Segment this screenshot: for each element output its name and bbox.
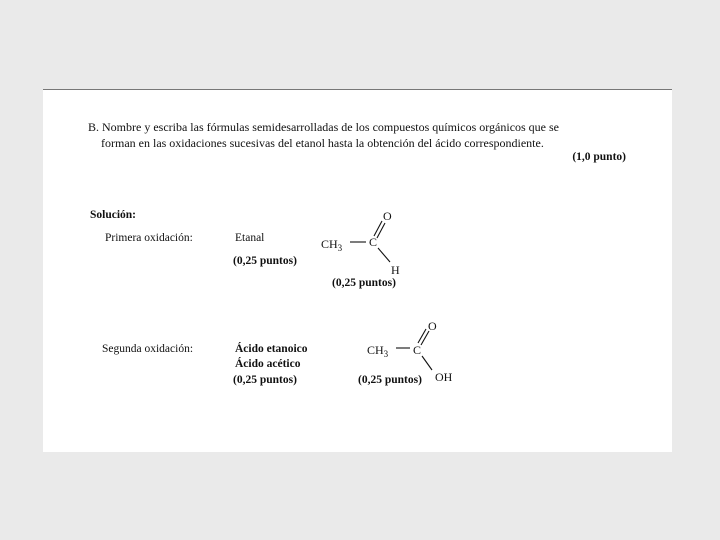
acid-double-bond-b	[421, 331, 429, 345]
first-oxidation-name-points: (0,25 puntos)	[233, 255, 297, 267]
second-oxidation-name-2: Ácido acético	[235, 358, 301, 370]
etanal-oxygen: O	[383, 209, 392, 223]
question-points: (1,0 punto)	[572, 151, 626, 163]
etanal-carbon: C	[369, 235, 378, 249]
acid-ch3: $CH_3$	[367, 343, 389, 359]
etanal-double-bond-a	[374, 221, 382, 236]
etanal-double-bond-b	[377, 223, 385, 238]
etanal-structure-points: (0,25 puntos)	[332, 277, 396, 289]
first-oxidation-name: Etanal	[235, 232, 265, 244]
document-page	[43, 89, 672, 452]
acid-double-bond-a	[418, 329, 426, 343]
etanal-structure	[319, 208, 429, 280]
second-oxidation-name-1: Ácido etanoico	[235, 343, 308, 355]
acid-carbon: C	[413, 343, 422, 357]
first-oxidation-label: Primera oxidación:	[105, 232, 193, 244]
etanal-ch3: $CH_3$	[321, 237, 343, 253]
acid-hydroxyl: OH	[435, 370, 453, 384]
acid-c-oh-bond	[422, 356, 432, 370]
acid-structure-points: (0,25 puntos)	[358, 374, 422, 386]
question-line-1: B. Nombre y escriba las fórmulas semidesarrolladas de los compuestos químicos orgánicos que se	[88, 120, 560, 134]
acid-oxygen: O	[428, 319, 437, 333]
etanal-hydrogen: H	[391, 263, 400, 277]
etanal-ch-bond	[378, 248, 390, 262]
question-line-2: forman en las oxidaciones sucesivas del etanol hasta la obtención del ácido correspondiente.	[101, 136, 544, 150]
second-oxidation-name-points: (0,25 puntos)	[233, 374, 297, 386]
second-oxidation-label: Segunda oxidación:	[102, 343, 194, 355]
solution-heading: Solución:	[90, 209, 137, 221]
